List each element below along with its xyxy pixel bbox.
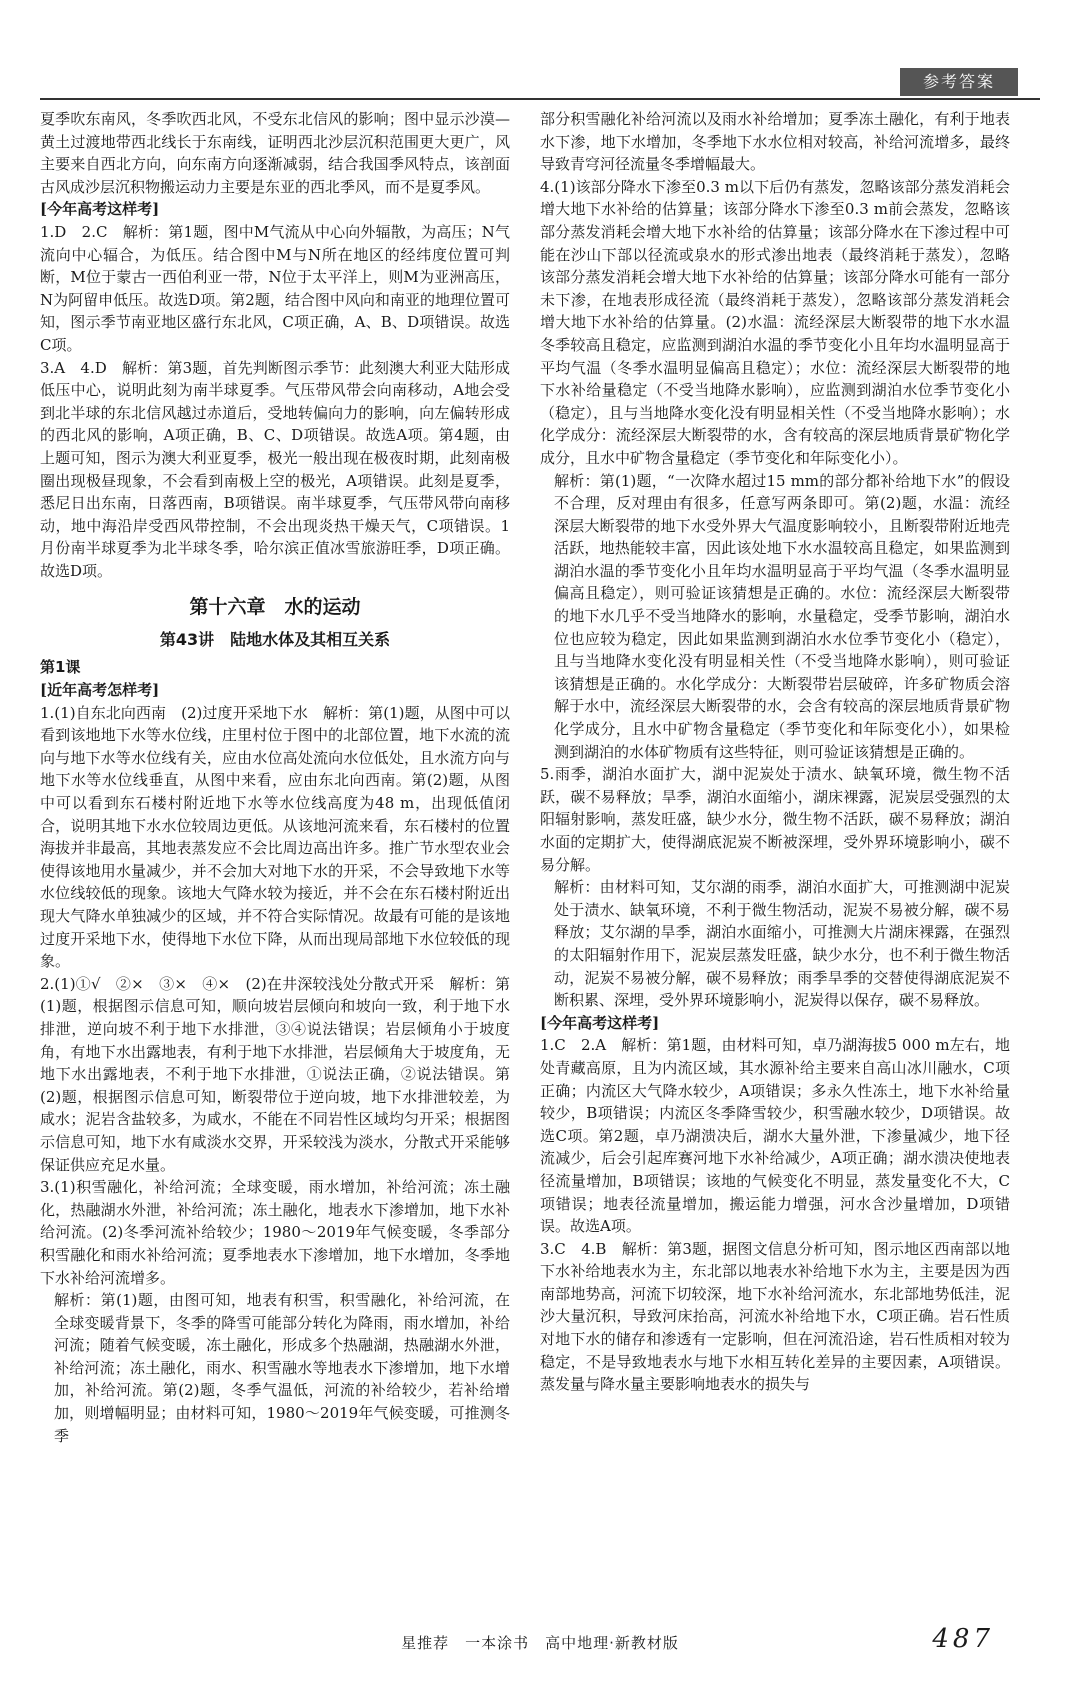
answer-key-tag: 参考答案 <box>900 68 1018 96</box>
section-header-this-year: [今年高考这样考] <box>40 200 160 219</box>
answer-3: 3.(1)积雪融化，补给河流；全球变暖，雨水增加，补给河流；冻土融化，热融湖水外泄，补给河流；冻土融化，地表水下渗增加，地下水补给河流。(2)冬季河流补给较少；1980～2019年气候变暖，冬季部分积雪融化和雨水补给河流；夏季地表水下渗增加，地下水增加，冬季地下水补给河流增多。 <box>40 1178 510 1287</box>
answer-3-analysis: 解析：第(1)题，由图可知，地表有积雪，积雪融化，补给河流，在全球变暖背景下，冬季的降雪可能部分转化为降雨，雨水增加，补给河流；随着气候变暖，冻土融化，形成多个热融湖，热融湖水外泄，补给河流；冻土融化，雨水、积雪融水等地表水下渗增加，地下水增加，补给河流。第(2)题，冬季气温低，河流的补给较少，若补给增加，则增幅明显；由材料可知，1980～2019年气候变暖，可推测冬季 <box>54 1291 510 1445</box>
right-column <box>540 108 1010 1396</box>
answer-4-analysis: 解析：第(1)题，“一次降水超过15 mm的部分都补给地下水”的假设不合理，反对理由有很多，任意写两条即可。第(2)题，水温：流经深层大断裂带的地下水受外界大气温度影响较小，且断裂带附近地壳活跃，地热能较丰富，因此该处地下水水温较高且稳定，如果监测到湖泊水温的季节变化小且年均水温明显高于平均气温（冬季水温明显偏高且稳定），则可验证该猜想是正确的。水位：流经深层大断裂带的地下水几乎不受当地降水的影响，水量稳定，受季节影响，湖泊水位也应较为稳定，因此如果监测到湖泊水水位季节变化小（稳定），且与当地降水变化没有明显相关性（不受当地降水影响），则可验证该猜想是正确的。水化学成分：大断裂带岩层破碎，许多矿物质会溶解于水中，流经深层大断裂带的水，会含有较高的深层地质背景矿物化学成分，且水中矿物含量稳定（季节变化和年际变化小），如果检测到湖泊的水体矿物质有这些特征，则可验证该猜想是正确的。 <box>554 471 1010 761</box>
answer-this-year-1-2: 1.C 2.A 解析：第1题，由材料可知，卓乃湖海拔5 000 m左右，地处青藏高原，且为内流区域，其水源补给主要来自高山冰川融水，C项正确；内流区大气降水较少，A项错误；多永久性冻土，地下水补给量较少，B项错误；内流区冬季降雪较少，积雪融水较少，D项错误。故选C项。第2题，卓乃湖溃决后，湖水大量外泄，下渗量减少，地下径流减少，后会引起库赛河地下水补给减少，A项正确；湖水溃决使地表径流量增加，B项错误；该地的气候变化不明显，蒸发量变化不大，C项错误；地表径流量增加，搬运能力增强，河水含沙量增加，D项错误。故选A项。 <box>540 1036 1010 1236</box>
section-header-this-year-2: [今年高考这样考] <box>540 1013 660 1032</box>
answer-5: 5.雨季，湖泊水面扩大，湖中泥炭处于渍水、缺氧环境，微生物不活跃，碳不易释放；旱季，湖泊水面缩小，湖床裸露，泥炭层受强烈的太阳辐射影响，蒸发旺盛，缺少水分，微生物不活跃，碳不易释放；湖泊水面的定期扩大，使得湖底泥炭不断被深埋，受外界环境影响小，碳不易分解。 <box>540 765 1010 874</box>
page-footer <box>0 1624 1080 1658</box>
lesson-title: 第1课 <box>40 658 81 677</box>
answer-1: 1.(1)自东北向西南 (2)过度开采地下水 解析：第(1)题，从图中可以看到该地地下水等水位线，庄里村位于图中的北部位置，地下水流的流向与地下水等水位线有关，应由水位高处流向水位低处，且水流方向与地下水等水位线垂直，从图中来看，应由东北向西南。第(2)题，从图中可以看到东石楼村附近地下水等水位线高度为48 m，出现低值闭合，说明其地下水水位较周边更低。从该地河流来看，东石楼村的位置海拔并非最高，其地表蒸发应不会比周边高出许多。推广节水型农业会使得该地用水量减少，并不会加大对地下水的开采，不会导致地下水等水位线较低的现象。该地大气降水较为接近，并不会在东石楼村附近出现大气降水单独减少的区域，并不符合实际情况。故最有可能的是该地过度开采地下水，使得地下水位下降，从而出现局部地下水位较低的现象。 <box>40 703 510 971</box>
answer-q3-q4: 3.A 4.D 解析：第3题，首先判断图示季节：此刻澳大利亚大陆形成低压中心，说明此刻为南半球夏季。气压带风带会向南移动，A地会受到北半球的东北信风越过赤道后，受地转偏向力的影响，向左偏转形成的西北风的影响，A项正确，B、C、D项错误。故选A项。第4题，由上题可知，图示为澳大利亚夏季，极光一般出现在极夜时期，此刻南极圈出现极昼现象，不会看到南极上空的极光，A项错误。此刻是夏季，悉尼日出东南，日落西南，B项错误。南半球夏季，气压带风带向南移动，地中海沿岸受西风带控制，不会出现炎热干燥天气，C项错误。1月份南半球夏季为北半球冬季，哈尔滨正值冰雪旅游旺季，D项正确。故选D项。 <box>40 358 510 580</box>
chapter-title: 第十六章 水的运动 <box>189 596 361 619</box>
answer-4: 4.(1)该部分降水下渗至0.3 m以下后仍有蒸发，忽略该部分蒸发消耗会增大地下水补给的估算量；该部分降水下渗至0.3 m前会蒸发，忽略该部分蒸发消耗会增大地下水补给的估算量；该部分降水在下渗过程中可能在沙山下部以径流或泉水的形式渗出地表（最终消耗于蒸发），忽略该部分蒸发消耗会增大地下水补给的估算量；该部分降水可能有一部分未下渗，在地表形成径流（最终消耗于蒸发），忽略该部分蒸发消耗会增大地下水补给的估算量。(2)水温：流经深层大断裂带的地下水水温冬季较高且稳定，应监测到湖泊水温的季节变化小且年均水温明显高于平均气温（冬季水温明显偏高且稳定）；水位：流经深层大断裂带的地下水补给量稳定（不受当地降水影响），应监测到湖泊水位季节变化小（稳定），且与当地降水变化没有明显相关性（不受当地降水影响）；水化学成分：流经深层大断裂带的水，含有较高的深层地质背景矿物化学成分，且水中矿物含量稳定（季节变化和年际变化小）。 <box>540 177 1010 467</box>
lecture-title: 第43讲 陆地水体及其相互关系 <box>159 630 391 650</box>
answer-this-year-3-4: 3.C 4.B 解析：第3题，据图文信息分析可知，图示地区西南部以地下水补给地表水为主，东北部以地表水补给地下水为主，主要是因为西南部地势高，河流下切较深，地下水补给河流水，东北部地势低洼，泥沙大量沉积，导致河床抬高，河流水补给地下水，C项正确。岩石性质对地下水的储存和渗透有一定影响，但在河流沿途，岩石性质相对较为稳定，不是导致地表水与地下水相互转化差异的主要因素，A项错误。蒸发量与降水量主要影响地表水的损失与 <box>540 1239 1010 1394</box>
footer-text: 星推荐 一本涂书 高中地理·新教材版 <box>401 1634 679 1652</box>
continued-paragraph: 部分积雪融化补给河流以及雨水补给增加；夏季冻土融化，有利于地表水下渗，地下水增加，冬季地下水水位相对较高，补给河流增多，最终导致青穹河径流量冬季增幅最大。 <box>540 110 1010 174</box>
header-rule <box>40 98 1040 100</box>
page-number: 487 <box>932 1624 994 1654</box>
section-header-recent-years: [近年高考怎样考] <box>40 681 160 700</box>
answer-q1-q2: 1.D 2.C 解析：第1题，图中M气流从中心向外辐散，为高压；N气流向中心辐合，为低压。结合图中M与N所在地区的经纬度位置可判断，M位于蒙古一西伯利亚一带，N位于太平洋上，则M为亚洲高压，N为阿留申低压。故选D项。第2题，结合图中风向和南亚的地理位置可知，图示季节南亚地区盛行东北风，C项正确，A、B、D项错误。故选C项。 <box>40 222 510 354</box>
answer-5-analysis: 解析：由材料可知，艾尔湖的雨季，湖泊水面扩大，可推测湖中泥炭处于渍水、缺氧环境，不利于微生物活动，泥炭不易被分解，碳不易释放；艾尔湖的旱季，湖泊水面缩小，可推测大片湖床裸露，在强烈的太阳辐射作用下，泥炭层蒸发旺盛，缺少水分，也不利于微生物活动，泥炭不易被分解，碳不易释放；雨季旱季的交替使得湖底泥炭不断积累、深埋，受外界环境影响小，泥炭得以保存，碳不易释放。 <box>554 878 1010 1010</box>
left-column <box>40 108 510 1447</box>
intro-paragraph: 夏季吹东南风，冬季吹西北风，不受东北信风的影响；图中显示沙漠—黄土过渡地带西北线长于东南线，证明西北沙层沉积范围更大更广，风主要来自西北方向，向东南方向逐渐减弱，结合我国季风特点，该剖面古风成沙层沉积物搬运动力主要是东亚的西北季风，而不是夏季风。 <box>40 110 510 196</box>
answer-2: 2.(1)①√ ②× ③× ④× (2)在井深较浅处分散式开采 解析：第(1)题，根据图示信息可知，顺向坡岩层倾向和坡向一致，利于地下水排泄，逆向坡不利于地下水排泄，③④说法错误；岩层倾角小于坡度角，有地下水出露地表，有利于地下水排泄，岩层倾角大于坡度角，无地下水出露地表，不利于地下水排泄，①说法正确，②说法错误。第(2)题，根据图示信息可知，断裂带位于逆向坡，地下水排泄较差，为咸水；泥岩含盐较多，为咸水，不能在不同岩性区域均匀开采；根据图示信息可知，地下水有咸淡水交界，开采较浅为淡水，分散式开采能够保证供应充足水量。 <box>40 974 510 1174</box>
